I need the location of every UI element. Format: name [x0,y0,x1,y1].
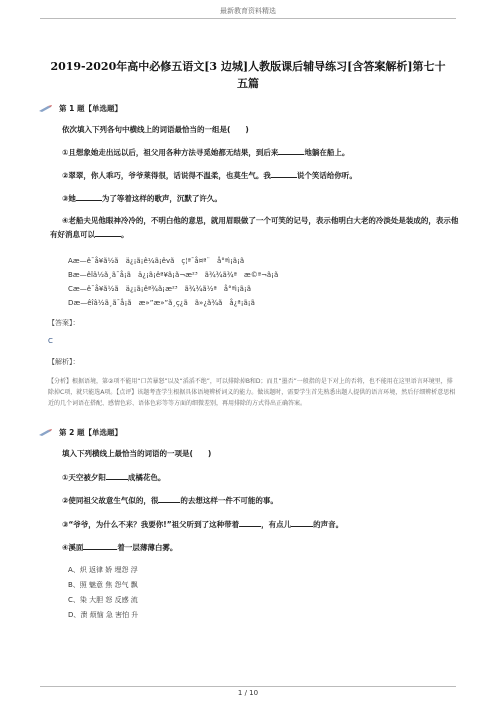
q1-option-c[interactable]: Cæ—ê¯å¥ã½ã ä¿¡ã¡êª¾ã¡æ²³ ã¾¾ã½ª å°ªì¡ã¡ã [68,285,252,293]
q2-option-a[interactable]: A、炽 返律 娇 埋怨 浮 [68,566,138,574]
q2-heading-text: 第 2 题【单选题】 [59,427,122,437]
q1-sentence-2: ②翠翠，你人乖巧，爷爷莱得很，话说得不温柔，也莫生气。我 说个笑话给你听。 [62,168,462,182]
q1-option-d[interactable]: Dæ—êîâ½ã¸ã¯å¡ã æ»”æ»”ã¸ç¿ã ã»¿ã¾ã å¿ª¡ã¡ã [68,299,255,307]
q1-answer: C [48,337,53,345]
q1-answer-label: 【答案】： [48,319,80,327]
q1-sentence-4: ④老船夫见他眼神冷冷的，不明白他的意思，就用眉眼做了一个可笑的记号，表示他明白大老的冷淡处是装成的，表示他有好消息可以 。 [50,216,459,239]
q1-sentence-3: ③她 为了等着这样的歌声，沉默了许久。 [62,191,462,205]
q1-option-b[interactable]: Bæ—êîâ½ã¸ã¯å¡ã ä¿¡ã¡êª¥ã¡ã¬æ²³ ã¾¾ã¾ª æ©ª¬ã¡ã [68,271,279,279]
q2-heading [38,426,122,438]
q2-sentence-4: ④溪面 着一层薄薄白雾。 [62,540,462,554]
q1-heading-text: 第 1 题【单选题】 [59,103,122,113]
q2-option-b[interactable]: B、照 魅意 焦 怨气 飘 [68,581,138,589]
q2-option-c[interactable]: C、染 大胆 怒 反感 流 [68,596,138,604]
q1-analysis-label: 【解析】： [48,358,80,366]
q1-option-a[interactable]: Aæ—ê¯å¥ã½ã ä¿¡ã¡ê¼ã¡êvã ç¦ª¯å¤ª¨ å°ªì¡ã¡ã [68,257,245,265]
q2-sentence-3: ③“爷爷，为什么不来？我要你!”祖父听到了这种带着 ，有点儿 的声音。 [62,517,462,531]
q1-sentence-1: ①且想象她走出远以后，祖父用各种方法寻觅她都无结果，到后来 地躺在船上。 [62,145,462,159]
header-divider [40,18,456,19]
pencil-icon [38,428,54,437]
q2-prompt: 填入下列横线上最恰当的词语的一项是( ) [62,449,212,458]
q1-prompt: 依次填入下列各句中横线上的词语最恰当的一组是( ) [62,125,249,134]
page-header: 最新教育资料精选 [220,7,276,15]
q2-option-d[interactable]: D、溃 烦恼 急 害怕 升 [68,611,139,619]
footer-divider [40,686,456,687]
document-title: 2019-2020年高中必修五语文[3 边城]人教版课后辅导练习[含答案解析]第七十五篇 [50,60,446,90]
q2-sentence-1: ①天空被夕阳 成橘花色。 [62,470,462,484]
q2-sentence-2: ②使同祖父故意生气似的，很 的去想这样一件不可能的事。 [62,493,462,507]
pencil-icon [38,104,54,113]
page-number: 1 / 10 [237,689,259,697]
q1-heading [38,102,122,114]
q1-analysis: 【分析】根据语境，第②项不能用“口苦暴怒”以及“滔滔不绝”，可以排除掉B和D；而且“墨否”一般指的是下对上的否将，也不能用在这里语言环境里，排除掉C项，就只能选A项。【点评】该题考查学生根据具体语境辨析词义的能力。做该题时，需要学生首先熟悉出题人提供的语言环境，然后仔细辨析意思相近的几个词语在搭配、感情色彩、语体色彩等等方面的细微差别，再用排除的方式得出正确答案。 [48,378,456,407]
